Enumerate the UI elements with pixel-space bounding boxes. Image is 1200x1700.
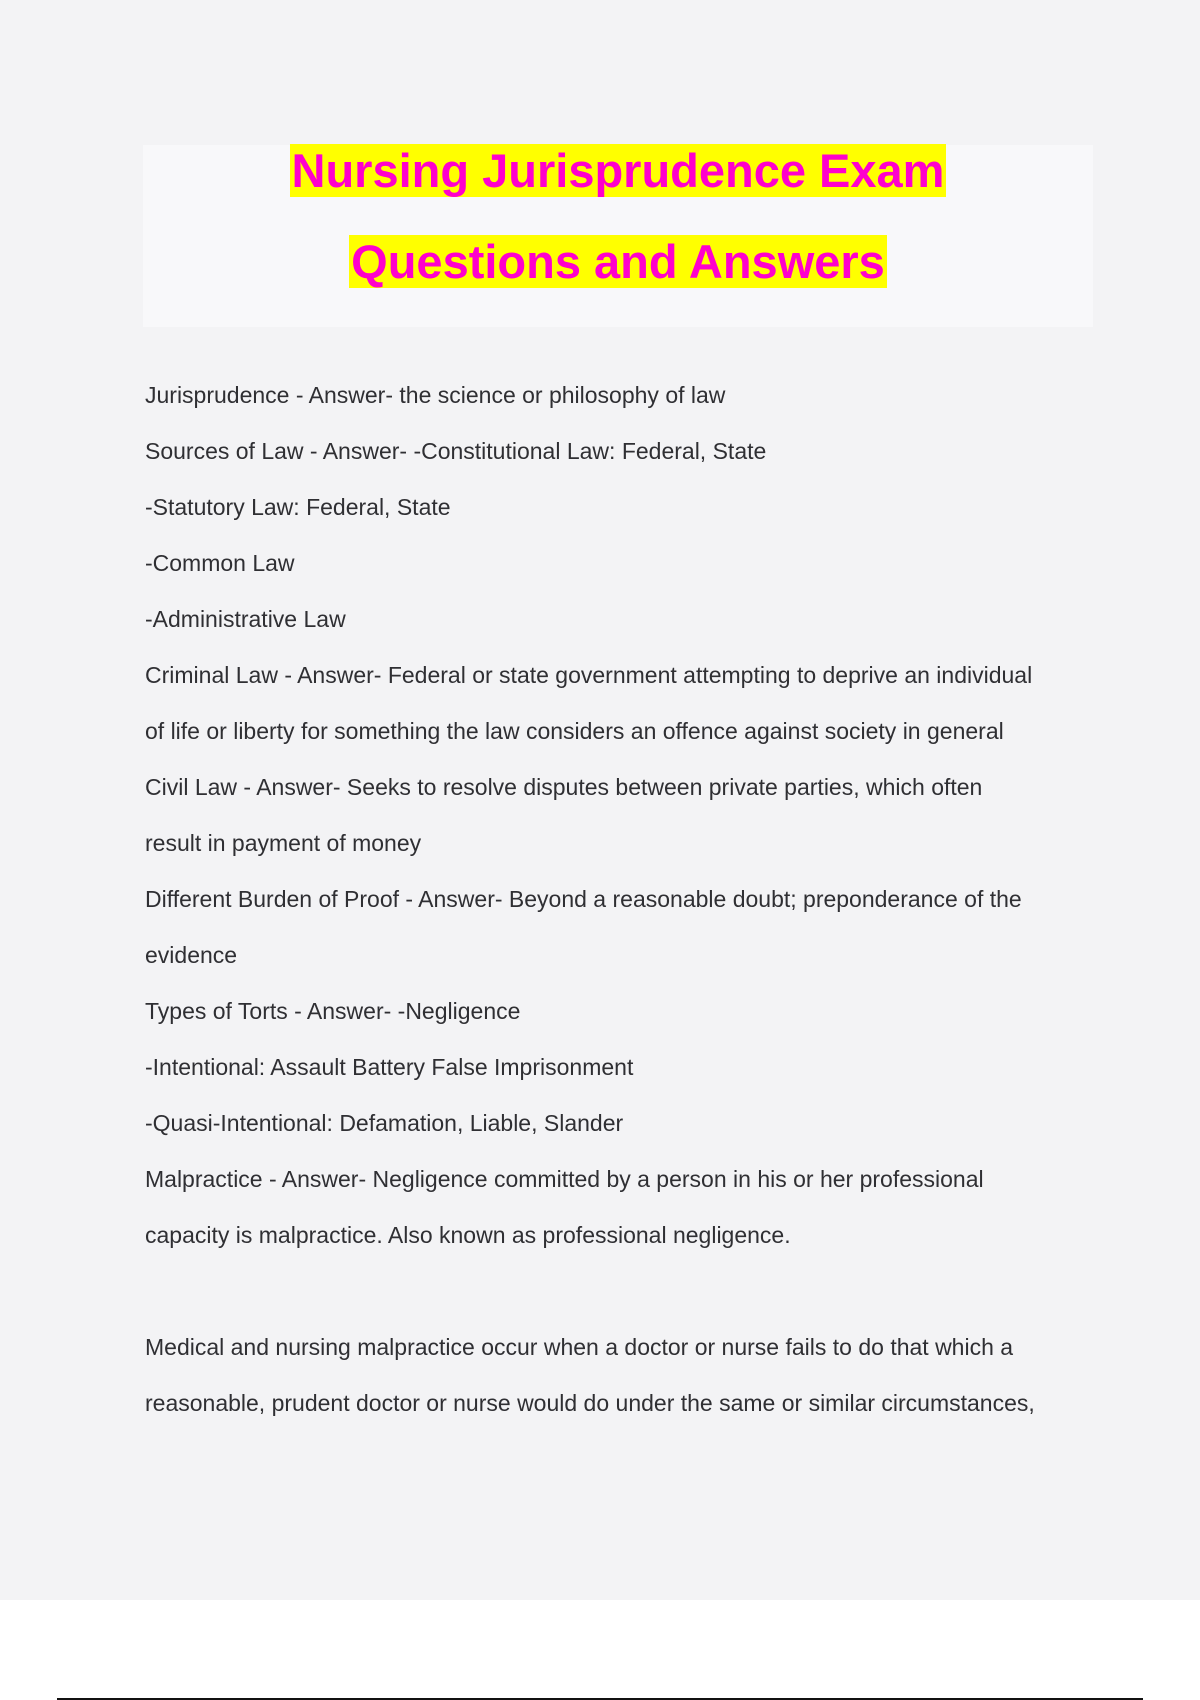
body-line: -Statutory Law: Federal, State (145, 494, 451, 520)
body-line: Sources of Law - Answer- -Constitutional Law: Federal, State (145, 438, 767, 464)
body-line: -Common Law (145, 550, 295, 576)
body-line: evidence (145, 942, 238, 968)
body-line: -Administrative Law (145, 606, 346, 632)
body-line: reasonable, prudent doctor or nurse would do under the same or similar circumstances, (145, 1390, 1035, 1416)
body-line: result in payment of money (145, 830, 422, 856)
body-line: Criminal Law - Answer- Federal or state government attempting to deprive an individual (145, 662, 1033, 688)
document-title-line-2 (143, 232, 1093, 292)
body-line: of life or liberty for something the law considers an offence against society in general (145, 718, 1004, 744)
body-line: Different Burden of Proof - Answer- Beyond a reasonable doubt; preponderance of the (145, 886, 1022, 912)
body-line: -Intentional: Assault Battery False Imprisonment (145, 1054, 634, 1080)
document-title-line-1 (143, 141, 1093, 201)
title-highlight-1: Nursing Jurisprudence Exam (291, 144, 945, 197)
body-line: Medical and nursing malpractice occur when a doctor or nurse fails to do that which a (145, 1334, 1014, 1360)
body-line: capacity is malpractice. Also known as professional negligence. (145, 1222, 791, 1248)
body-line: Civil Law - Answer- Seeks to resolve disputes between private parties, which often (145, 774, 983, 800)
body-line: Jurisprudence - Answer- the science or philosophy of law (145, 382, 726, 408)
body-line: -Quasi-Intentional: Defamation, Liable, Slander (145, 1110, 624, 1136)
document-body (145, 373, 1095, 1437)
blank-line (145, 1269, 1095, 1325)
body-line: Malpractice - Answer- Negligence committed by a person in his or her professional (145, 1166, 984, 1192)
title-block (143, 145, 1093, 327)
body-line: Types of Torts - Answer- -Negligence (145, 998, 521, 1024)
title-highlight-2: Questions and Answers (351, 235, 885, 288)
